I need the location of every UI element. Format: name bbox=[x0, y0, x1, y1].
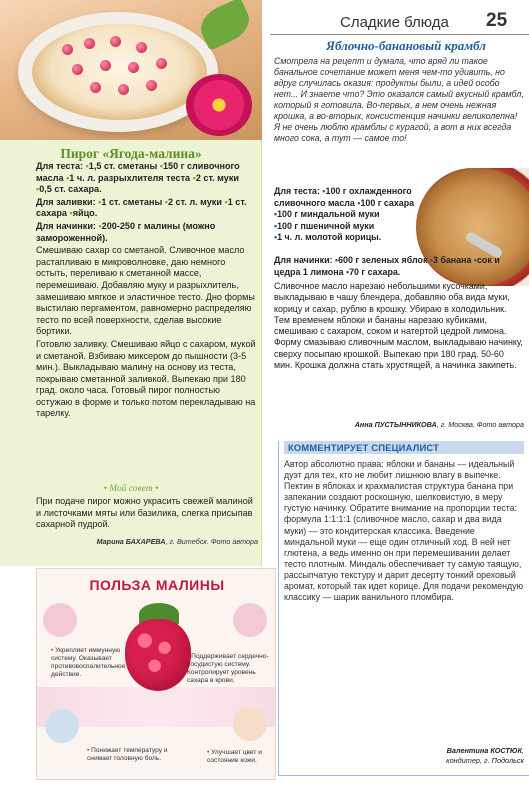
crumble-intro: Смотрела на рецепт и думала, что вряд ли такое банальное сочетание может меня чем-то удивить, но вдруг случилась оказия: продукты были, а идей особо нет... И знаете что? Это оказался самый вкусный крамбл, который я готовила. Во-первых, в нем очень нежная крошка, а во-вторых, консистенция начинки великолепна! Я не очень люблю крамблы с курагой, а вот в них всегда много сока, а тут — самое то! bbox=[274, 56, 524, 143]
expert-header-label: КОММЕНТИРУЕТ СПЕЦИАЛИСТ bbox=[288, 442, 440, 453]
pie-fill-ingredients: Для заливки: •1 ст. сметаны •2 ст. л. муки •1 ст. сахара •яйцо. bbox=[36, 196, 247, 219]
crumble-author: Анна ПУСТЫННИКОВА, г. Москва. Фото автора bbox=[354, 420, 524, 429]
heart-icon bbox=[233, 603, 267, 637]
raspberry-icon bbox=[125, 619, 191, 691]
advice-title: • Мой совет • bbox=[103, 484, 159, 494]
expert-header bbox=[284, 441, 524, 454]
pie-recipe-text bbox=[36, 161, 256, 421]
benefit-heart: • Поддерживает сердечно-сосудистую систему. Контролирует уровень сахара в крови. bbox=[187, 653, 269, 684]
expert-text: Автор абсолютно права: яблоки и бананы — идеальный дуэт для тех, кто не любит лишнюю влагу в выпечке. Пектин в яблоках и крахмалистая структура банана при запекании создают роскошную, шелковистую, в меру густую начинку. Обратите внимание на пропорции теста: формула 1:1:1:1 (сливочное масло, сахар и два вида муки) — это кондитерская классика. Введение миндальной муки — еще один отличный ход. В ней нет глютена, а ведь именно он при перемешивании делает тесто плотным. Миндаль обеспечивает ту самую таящую, рассыпчатую текстуру и дарит десерту тонкий ореховый аромат, который так идет корице. Для подачи рекомендую классику — шарик ванильного пломбира. bbox=[284, 459, 524, 603]
benefit-skin: • Улучшает цвет и состояние кожи. bbox=[207, 749, 262, 764]
benefit-immunity: • Укрепляет иммунную систему. Оказывает противовоспалительное действие. bbox=[51, 647, 126, 678]
crumble-method: Сливочное масло нарезаю небольшими кусочками, выкладываю в чашу блендера, добавляю оба вида муки, корицу и сахар, рублю в крошку. Убираю в холодильник. Тем временем яблоки и бананы нарезаю кубиками, смешиваю с сахаром, соком и натертой цедрой лимона. Форму смазываю сливочным маслом, выкладываю начинку, сверху посыпаю крошкой. Выпекаю при 180 град. 50-60 мин. Крошка должна стать хрустящей, а начинка закипеть. bbox=[274, 281, 523, 371]
pie-author: Марина БАХАРЕВА, г. Витебск. Фото автора bbox=[96, 537, 258, 546]
virus-icon bbox=[43, 603, 77, 637]
pie-recipe-column bbox=[0, 0, 262, 566]
header-divider bbox=[270, 34, 529, 35]
person-headache-icon bbox=[45, 709, 79, 743]
pie-filling-ingredients: Для начинки: •200-250 г малины (можно замороженной). bbox=[36, 220, 216, 243]
crumble-filling-ingredients: Для начинки: •600 г зеленых яблок •3 банана •сок и цедра 1 лимона •70 г сахара. bbox=[274, 255, 500, 277]
expert-signature: Валентина КОСТЮК, кондитер, г. Подольск bbox=[446, 746, 524, 765]
woman-face-icon bbox=[233, 707, 267, 741]
infographic-title: ПОЛЬЗА МАЛИНЫ bbox=[89, 577, 225, 593]
benefit-temperature: • Понижает температуру и снимает головную боль. bbox=[87, 747, 168, 762]
pie-method: Смешиваю сахар со сметаной. Сливочное масло растапливаю в микроволновке, даю немного остыть, переливаю к сметанной массе, перемешиваю. Добавляю муку и разрыхлитель, замешиваю мягкое и эластичное тесто. Дно формы выстилаю пергаментом, равномерно распределяю тесто по всей поверхности, сделав высокие бортики. bbox=[36, 245, 255, 337]
page-number: 25 bbox=[486, 10, 508, 31]
pie-dough-ingredients: Для теста: •1,5 ст. сметаны •150 г сливочного масла •1 ч. л. разрыхлителя теста •2 ст. муки •0,5 ст. сахара. bbox=[36, 161, 240, 195]
pie-title: Пирог «Ягода-малина» bbox=[60, 146, 202, 161]
pie-photo bbox=[0, 0, 262, 140]
flower-decoration bbox=[186, 74, 252, 136]
pie-method-2: Готовлю заливку. Смешиваю яйцо с сахаром, мукой и сметаной. Взбиваю миксером до пышности (3-5 мин.). Выкладываю малину на основу из теста, покрываю сметанной заливкой. Выпекаю при 180 град. около часа. Готовый пирог полностью остужаю в форме и только потом перекладываю на тарелку. bbox=[36, 338, 256, 419]
raspberry-infographic bbox=[36, 568, 276, 780]
crumble-title: Яблочно-банановый крамбл bbox=[326, 38, 486, 53]
section-title: Сладкие блюда bbox=[340, 14, 449, 31]
crumble-dough-ingredients: Для теста: •100 г охлажденного сливочного масла •100 г сахара •100 г миндальной муки •100 г пшеничной муки •1 ч. л. молотой корицы. bbox=[274, 186, 415, 242]
advice-text: При подаче пирог можно украсить свежей малиной и листочками мяты или базилика, слегка присыпав сахарной пудрой. bbox=[36, 496, 253, 530]
